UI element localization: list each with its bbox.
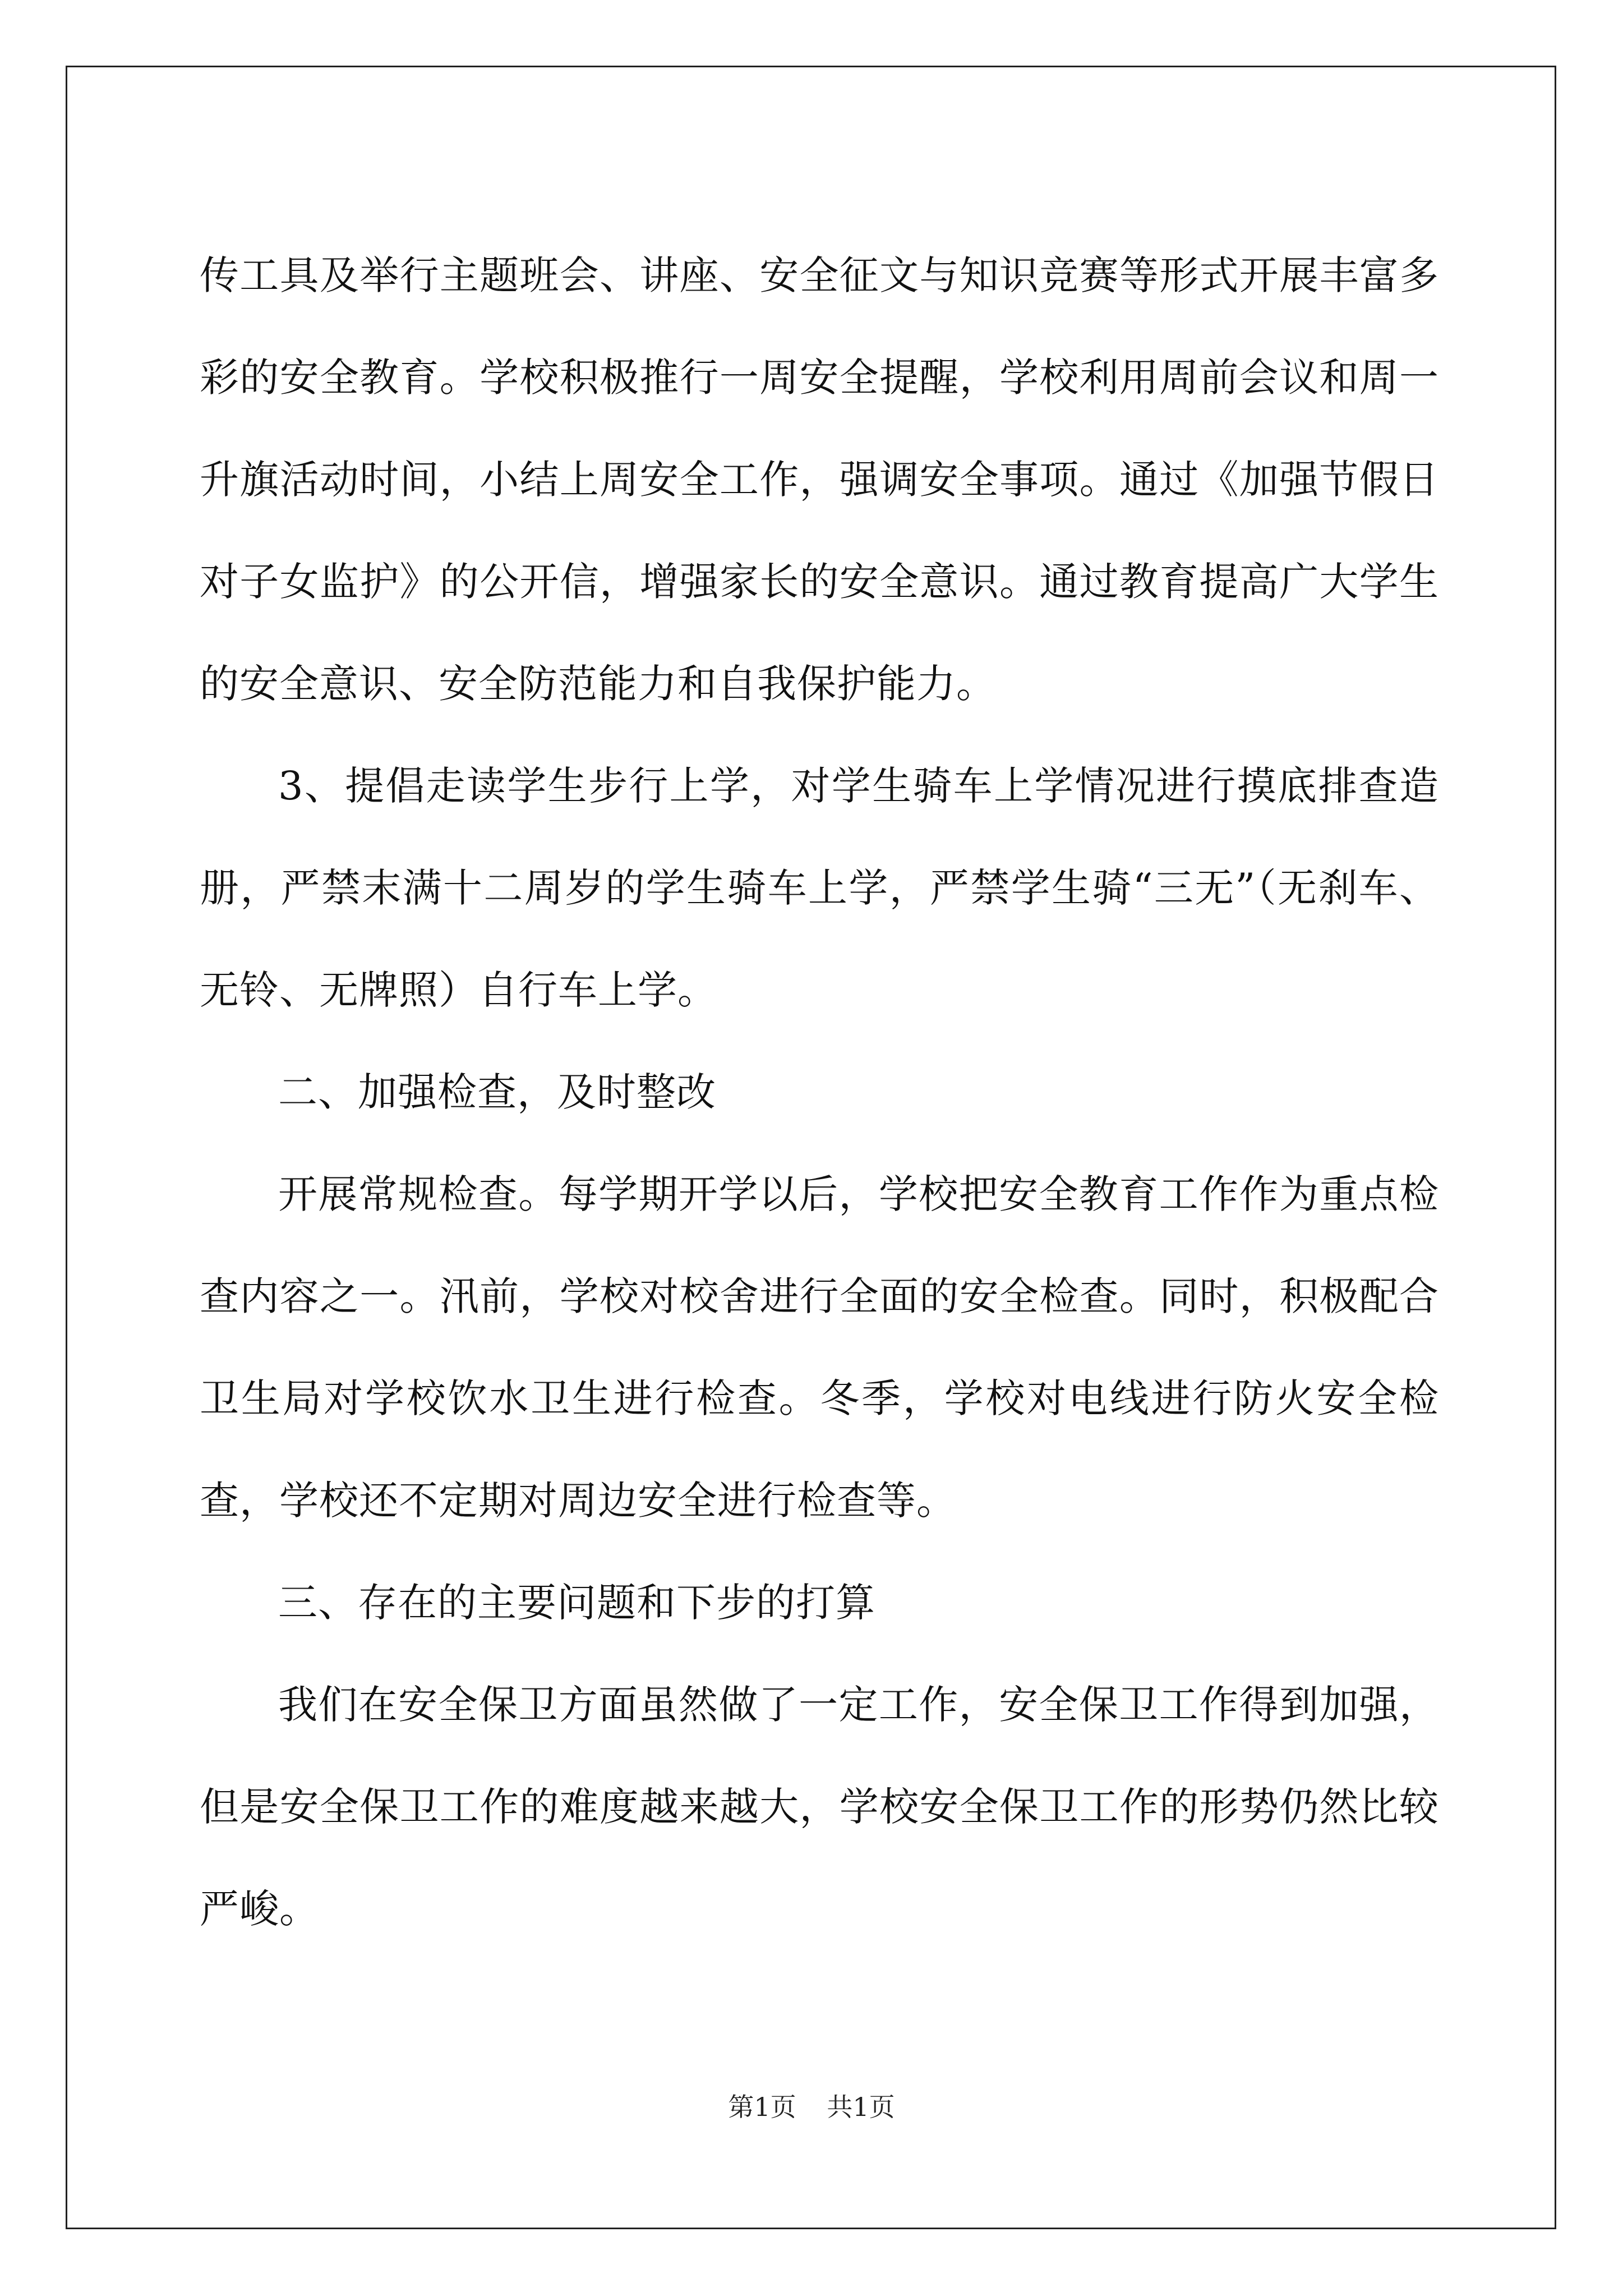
paragraph-routine-inspection: 开展常规检查。每学期开学以后，学校把安全教育工作作为重点检查内容之一。汛前，学校对校舍进行全面的安全检查。同时，积极配合卫生局对学校饮水卫生进行检查。冬季，学校对电线进行防火安全检查，学校还不定期对周边安全进行检查等。: [200, 1171, 1439, 1524]
document-body: [200, 224, 1439, 1960]
paragraph-problems: 我们在安全保卫方面虽然做了一定工作，安全保卫工作得到加强，但是安全保卫工作的难度越来越大，学校安全保卫工作的形势仍然比较严峻。: [200, 1682, 1439, 1932]
section-heading-problems: 三、存在的主要问题和下步的打算: [278, 1580, 875, 1626]
page-footer: [0, 2087, 1623, 2124]
paragraph-safety-education: 传工具及举行主题班会、讲座、安全征文与知识竞赛等形式开展丰富多彩的安全教育。学校积极推行一周安全提醒，学校利用周前会议和周一升旗活动时间，小结上周安全工作，强调安全事项。通过《加强节假日对子女监护》的公开信，增强家长的安全意识。通过教育提高广大学生的安全意识、安全防范能力和自我保护能力。: [200, 252, 1439, 707]
paragraph-walking-to-school: 3、提倡走读学生步行上学，对学生骑车上学情况进行摸底排查造册，严禁末满十二周岁的学生骑车上学，严禁学生骑“三无”（无刹车、无铃、无牌照）自行车上学。: [200, 763, 1439, 1013]
section-heading-inspection: 二、加强检查，及时整改: [278, 1069, 716, 1115]
page-number: 第1页: [728, 2092, 796, 2122]
page-total: 共1页: [827, 2092, 895, 2122]
